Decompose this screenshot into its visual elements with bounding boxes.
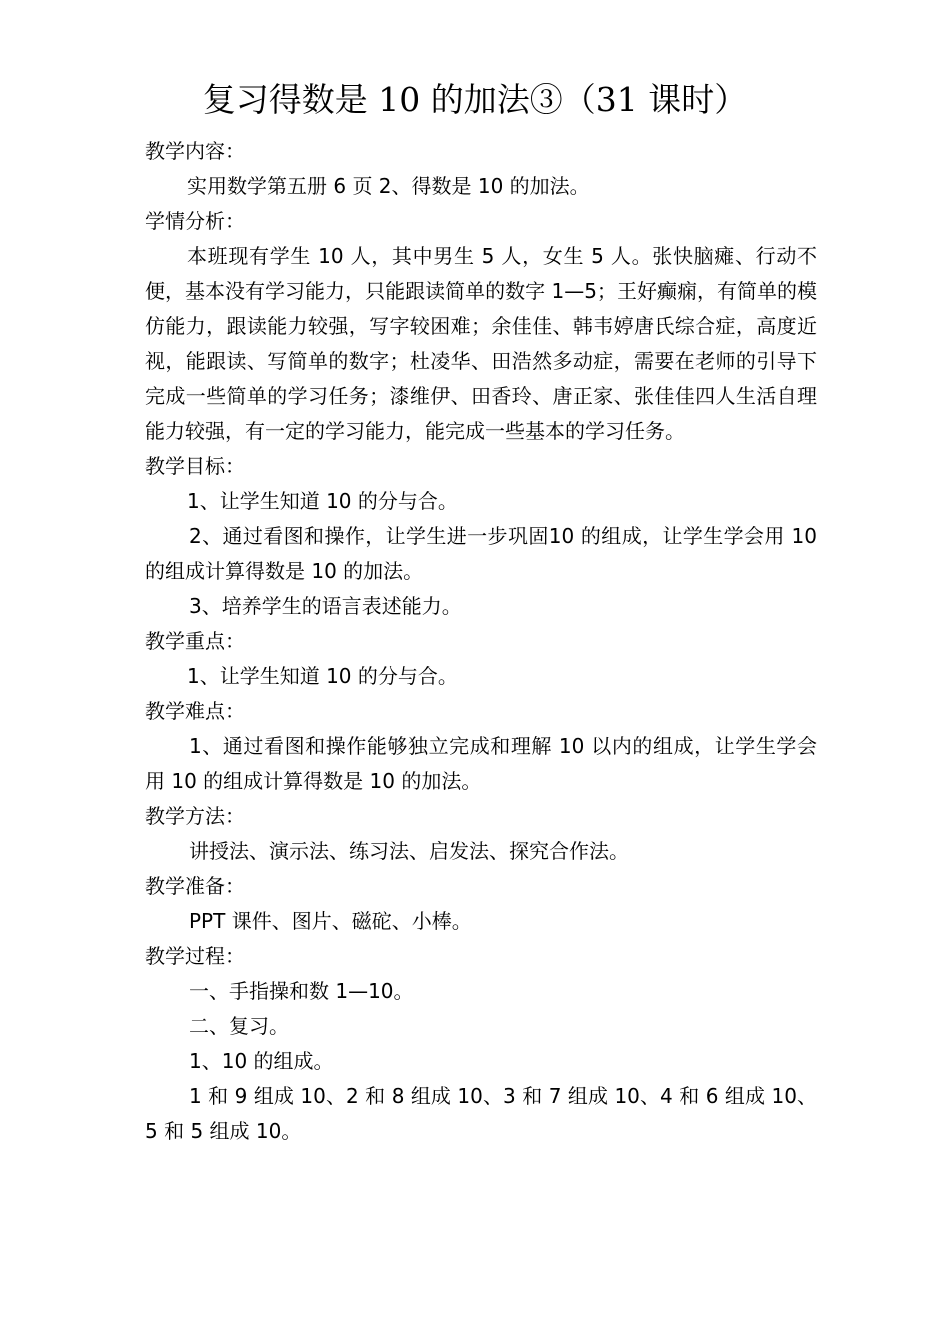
- section-text-analysis: 本班现有学生 10 人，其中男生 5 人，女生 5 人。张快脑瘫、行动不便，基本没有学习能力，只能跟读简单的数字 1—5；王好癫痫，有简单的模仿能力，跟读能力较强，写字较困难；余佳佳、韩韦婷唐氏综合症，高度近视，能跟读、写简单的数字；杜凌华、田浩然多动症，需要在老师的引导下完成一些简单的学习任务；漆维伊、田香玲、唐正家、张佳佳四人生活自理能力较强，有一定的学习能力，能完成一些基本的学习任务。: [145, 244, 817, 443]
- section-text-preparation: PPT 课件、图片、磁砣、小棒。: [189, 909, 472, 933]
- section-heading-goals: 教学目标：: [145, 454, 245, 478]
- section-heading-difficulties: 教学难点：: [145, 699, 245, 723]
- section-text-difficulties: 1、通过看图和操作能够独立完成和理解 10 以内的组成，让学生学会用 10 的组成计算得数是 10 的加法。: [145, 734, 817, 793]
- section-heading-content: 教学内容：: [145, 139, 245, 163]
- section-heading-analysis: 学情分析：: [145, 209, 245, 233]
- section-heading-methods: 教学方法：: [145, 804, 245, 828]
- section-heading-process: 教学过程：: [145, 944, 245, 968]
- section-text-content: 实用数学第五册 6 页 2、得数是 10 的加法。: [187, 174, 590, 198]
- process-step-1: 一、手指操和数 1—10。: [189, 979, 414, 1003]
- section-heading-key-points: 教学重点：: [145, 629, 245, 653]
- process-step-2: 二、复习。: [189, 1014, 289, 1038]
- document-title: 复习得数是 10 的加法③（31 课时）: [202, 80, 748, 119]
- goal-item-2: 2、通过看图和操作，让学生进一步巩固10 的组成，让学生学会用 10 的组成计算得数是 10 的加法。: [145, 524, 817, 583]
- process-step-3: 1、10 的组成。: [189, 1049, 334, 1073]
- document-body: [145, 134, 817, 1149]
- goal-item-3: 3、培养学生的语言表述能力。: [189, 594, 462, 618]
- section-text-key-points: 1、让学生知道 10 的分与合。: [187, 664, 458, 688]
- section-heading-preparation: 教学准备：: [145, 874, 245, 898]
- process-step-4: 1 和 9 组成 10、2 和 8 组成 10、3 和 7 组成 10、4 和 6 组成 10、5 和 5 组成 10。: [145, 1084, 817, 1143]
- goal-item-1: 1、让学生知道 10 的分与合。: [187, 489, 458, 513]
- section-text-methods: 讲授法、演示法、练习法、启发法、探究合作法。: [189, 839, 629, 863]
